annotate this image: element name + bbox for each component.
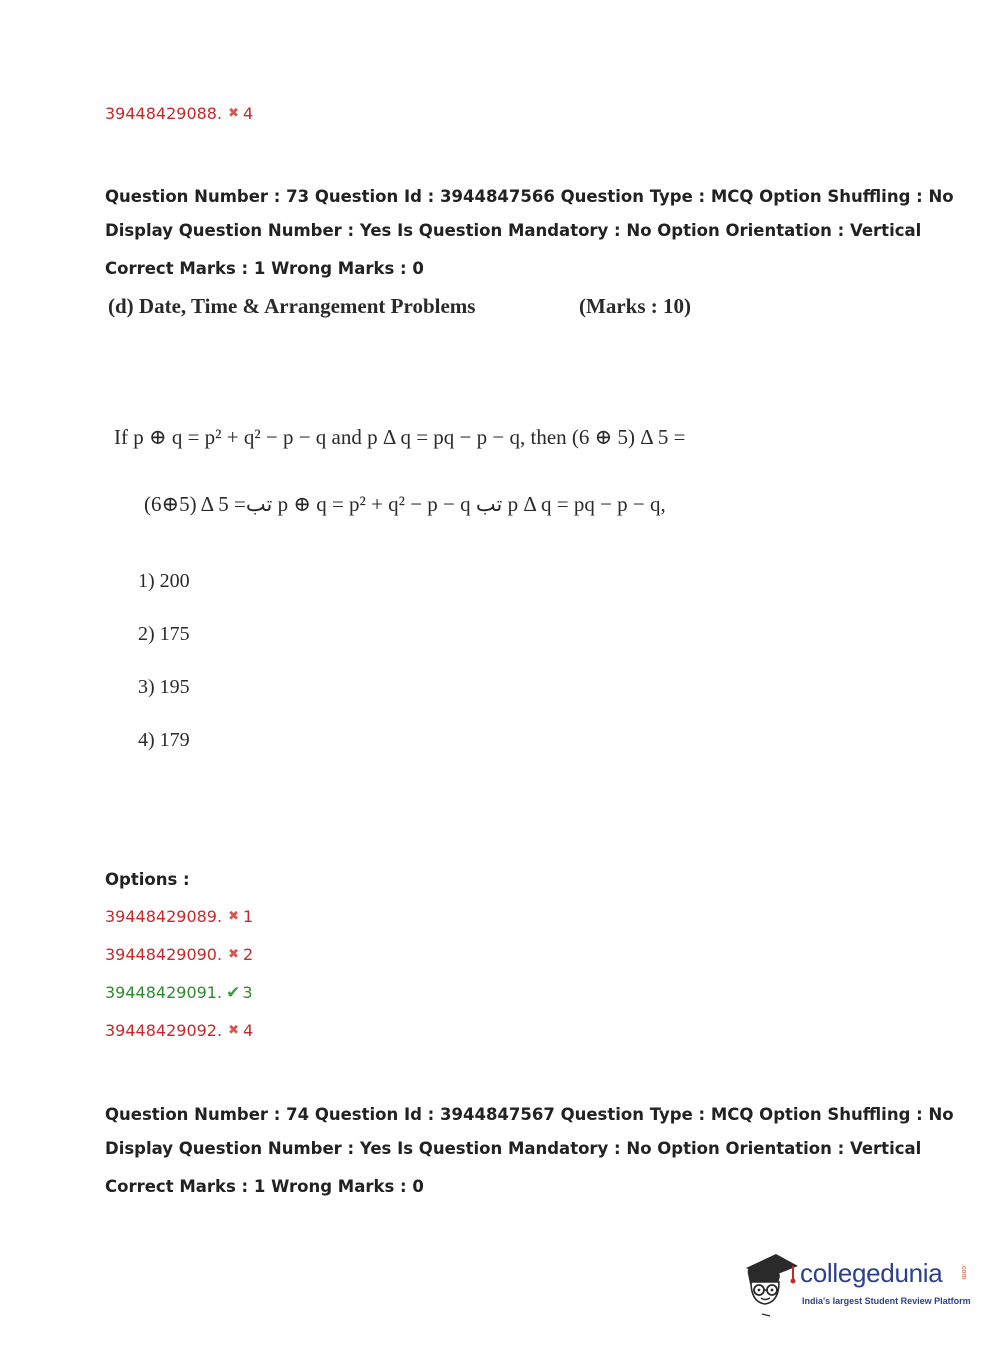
section-title: (d) Date, Time & Arrangement Problems [108, 294, 476, 318]
checkmark-icon: ✔ [226, 983, 241, 1003]
section-marks: (Marks : 10) [579, 294, 691, 318]
cross-icon: ✖ [228, 909, 239, 924]
option-row [105, 945, 253, 964]
option-id: 39448429090. [105, 945, 223, 964]
brand-name: collegedunia [800, 1258, 943, 1288]
cross-icon: ✖ [228, 947, 239, 962]
options-label: Options : [105, 870, 190, 889]
question-text-urdu: (6⊕5) Δ 5 =تب p ⊕ q = p² + q² − p − q تب p Δ q = pq − p − q, [144, 492, 666, 516]
option-row-correct [105, 983, 253, 1003]
answer-choice-4: 4) 179 [138, 729, 190, 751]
option-id: 39448429088. [105, 104, 223, 123]
option-row [105, 1021, 253, 1040]
option-id: 39448429092. [105, 1021, 223, 1040]
option-id: 39448429091. [105, 983, 223, 1002]
question-meta-line2: Display Question Number : Yes Is Question Mandatory : No Option Orientation : Vertical [105, 221, 922, 240]
option-label: 3 [242, 983, 253, 1002]
answer-choice-2: 2) 175 [138, 623, 190, 645]
mascot-icon [742, 1248, 800, 1318]
question-meta-line3: Correct Marks : 1 Wrong Marks : 0 [105, 1177, 424, 1196]
cross-icon: ✖ [228, 106, 239, 121]
question-meta-line1: Question Number : 73 Question Id : 3944847566 Question Type : MCQ Option Shuffling : No [105, 187, 954, 206]
option-row [105, 104, 253, 123]
brand-tagline: India's largest Student Review Platform [802, 1296, 971, 1306]
answer-choice-3: 3) 195 [138, 676, 190, 698]
option-label: 4 [242, 1021, 254, 1040]
collegedunia-logo [742, 1248, 972, 1318]
option-label: 4 [242, 104, 254, 123]
question-text-english: If p ⊕ q = p² + q² − p − q and p Δ q = pq − p − q, then (6 ⊕ 5) Δ 5 = [114, 425, 686, 449]
cross-icon: ✖ [228, 1023, 239, 1038]
brand-dotcom: .com [960, 1264, 967, 1280]
question-meta-line1: Question Number : 74 Question Id : 3944847567 Question Type : MCQ Option Shuffling : No [105, 1105, 954, 1124]
option-id: 39448429089. [105, 907, 223, 926]
question-meta-line3: Correct Marks : 1 Wrong Marks : 0 [105, 259, 424, 278]
option-label: 1 [242, 907, 254, 926]
option-label: 2 [242, 945, 254, 964]
answer-choice-1: 1) 200 [138, 570, 190, 592]
question-meta-line2: Display Question Number : Yes Is Question Mandatory : No Option Orientation : Vertical [105, 1139, 922, 1158]
option-row [105, 907, 253, 926]
